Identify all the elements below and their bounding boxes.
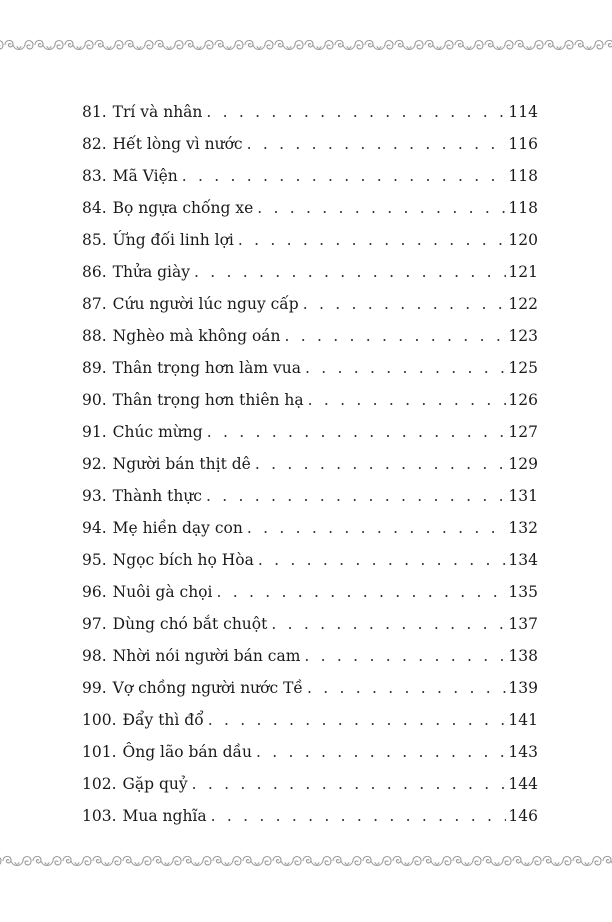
dot-leader: [208, 710, 507, 730]
entry-page-number: 137: [508, 615, 538, 633]
toc-entry: [82, 582, 538, 614]
entry-page-number: 118: [508, 167, 538, 185]
entry-title: Vợ chồng người nước Tề: [112, 679, 303, 697]
entry-page-number: 126: [508, 391, 538, 409]
entry-page-number: 141: [508, 711, 538, 729]
toc-entry: [82, 550, 538, 582]
toc-entry: [82, 230, 538, 262]
toc-entry: [82, 678, 538, 710]
entry-page-number: 123: [508, 327, 538, 345]
entry-title: Gặp quỷ: [122, 775, 188, 793]
toc-entry: [82, 326, 538, 358]
entry-number: 97.: [82, 615, 107, 633]
dot-leader: [271, 614, 506, 634]
dot-leader: [255, 454, 507, 474]
entry-page-number: 129: [508, 455, 538, 473]
entry-number: 90.: [82, 391, 107, 409]
dot-leader: [285, 326, 507, 346]
dot-leader: [258, 550, 507, 570]
entry-number: 85.: [82, 231, 107, 249]
toc-entry: [82, 742, 538, 774]
entry-number: 89.: [82, 359, 107, 377]
entry-page-number: 114: [508, 103, 538, 121]
entry-title: Người bán thịt dê: [112, 455, 251, 473]
toc-entry: [82, 102, 538, 134]
dot-leader: [305, 358, 506, 378]
toc-entry: [82, 614, 538, 646]
wave-scroll-ornament-icon: [0, 852, 612, 870]
entry-page-number: 144: [508, 775, 538, 793]
entry-title: Mua nghĩa: [122, 807, 207, 825]
entry-number: 94.: [82, 519, 107, 537]
dot-leader: [303, 294, 507, 314]
entry-number: 99.: [82, 679, 107, 697]
entry-page-number: 134: [508, 551, 538, 569]
entry-page-number: 146: [508, 807, 538, 825]
toc-entry: [82, 422, 538, 454]
entry-title: Đẩy thì đổ: [122, 711, 204, 729]
dot-leader: [206, 486, 506, 506]
dot-leader: [256, 742, 506, 762]
entry-title: Mã Viện: [112, 167, 178, 185]
entry-title: Nghèo mà không oán: [112, 327, 281, 345]
dot-leader: [247, 134, 507, 154]
top-border-ornament: [0, 36, 612, 54]
toc-entry: [82, 166, 538, 198]
entry-page-number: 132: [508, 519, 538, 537]
dot-leader: [216, 582, 506, 602]
toc-entry: [82, 134, 538, 166]
dot-leader: [194, 262, 506, 282]
entry-page-number: 131: [508, 487, 538, 505]
dot-leader: [211, 806, 507, 826]
entry-number: 82.: [82, 135, 107, 153]
entry-number: 93.: [82, 487, 107, 505]
toc-entry: [82, 518, 538, 550]
entry-number: 84.: [82, 199, 107, 217]
toc-entry: [82, 454, 538, 486]
entry-number: 95.: [82, 551, 107, 569]
bottom-border-ornament: [0, 852, 612, 870]
entry-number: 81.: [82, 103, 107, 121]
entry-title: Bọ ngựa chống xe: [112, 199, 254, 217]
toc-entry: [82, 646, 538, 678]
entry-number: 83.: [82, 167, 107, 185]
entry-title: Nhời nói người bán cam: [112, 647, 301, 665]
toc-entry: [82, 774, 538, 806]
entry-number: 92.: [82, 455, 107, 473]
entry-number: 102.: [82, 775, 117, 793]
entry-title: Hết lòng vì nước: [112, 135, 243, 153]
entry-title: Thành thực: [112, 487, 202, 505]
toc-entry: [82, 390, 538, 422]
dot-leader: [247, 518, 507, 538]
entry-number: 91.: [82, 423, 107, 441]
toc-entry: [82, 486, 538, 518]
entry-page-number: 122: [508, 295, 538, 313]
entry-number: 103.: [82, 807, 117, 825]
entry-title: Nuôi gà chọi: [112, 583, 213, 601]
entry-title: Chúc mừng: [112, 423, 203, 441]
entry-page-number: 143: [508, 743, 538, 761]
entry-number: 100.: [82, 711, 117, 729]
toc-entry: [82, 294, 538, 326]
entry-page-number: 138: [508, 647, 538, 665]
dot-leader: [182, 166, 507, 186]
dot-leader: [308, 390, 507, 410]
entry-title: Ông lão bán dầu: [122, 743, 252, 761]
toc-entry: [82, 806, 538, 838]
dot-leader: [206, 102, 506, 122]
toc-entry: [82, 358, 538, 390]
entry-page-number: 121: [508, 263, 538, 281]
dot-leader: [192, 774, 507, 794]
entry-number: 101.: [82, 743, 117, 761]
entry-number: 88.: [82, 327, 107, 345]
toc-entry: [82, 198, 538, 230]
entry-page-number: 116: [508, 135, 538, 153]
entry-title: Trí và nhân: [112, 103, 203, 121]
wave-scroll-ornament-icon: [0, 36, 612, 54]
entry-title: Thân trọng hơn thiên hạ: [112, 391, 304, 409]
entry-page-number: 118: [508, 199, 538, 217]
entry-number: 86.: [82, 263, 107, 281]
entry-page-number: 127: [508, 423, 538, 441]
dot-leader: [207, 422, 507, 442]
entry-title: Cứu người lúc nguy cấp: [112, 295, 299, 313]
entry-number: 87.: [82, 295, 107, 313]
entry-page-number: 120: [508, 231, 538, 249]
entry-title: Thửa giày: [112, 263, 191, 281]
entry-title: Ứng đối linh lợi: [112, 231, 234, 249]
toc-entry: [82, 710, 538, 742]
entry-title: Thân trọng hơn làm vua: [112, 359, 301, 377]
entry-number: 98.: [82, 647, 107, 665]
entry-number: 96.: [82, 583, 107, 601]
dot-leader: [257, 198, 506, 218]
entry-title: Mẹ hiền dạy con: [112, 519, 243, 537]
entry-page-number: 135: [508, 583, 538, 601]
entry-title: Dùng chó bắt chuột: [112, 615, 268, 633]
toc-entry: [82, 262, 538, 294]
entry-title: Ngọc bích họ Hòa: [112, 551, 254, 569]
dot-leader: [304, 646, 506, 666]
entry-page-number: 139: [508, 679, 538, 697]
dot-leader: [307, 678, 506, 698]
entry-page-number: 125: [508, 359, 538, 377]
dot-leader: [238, 230, 507, 250]
table-of-contents: [82, 102, 538, 838]
